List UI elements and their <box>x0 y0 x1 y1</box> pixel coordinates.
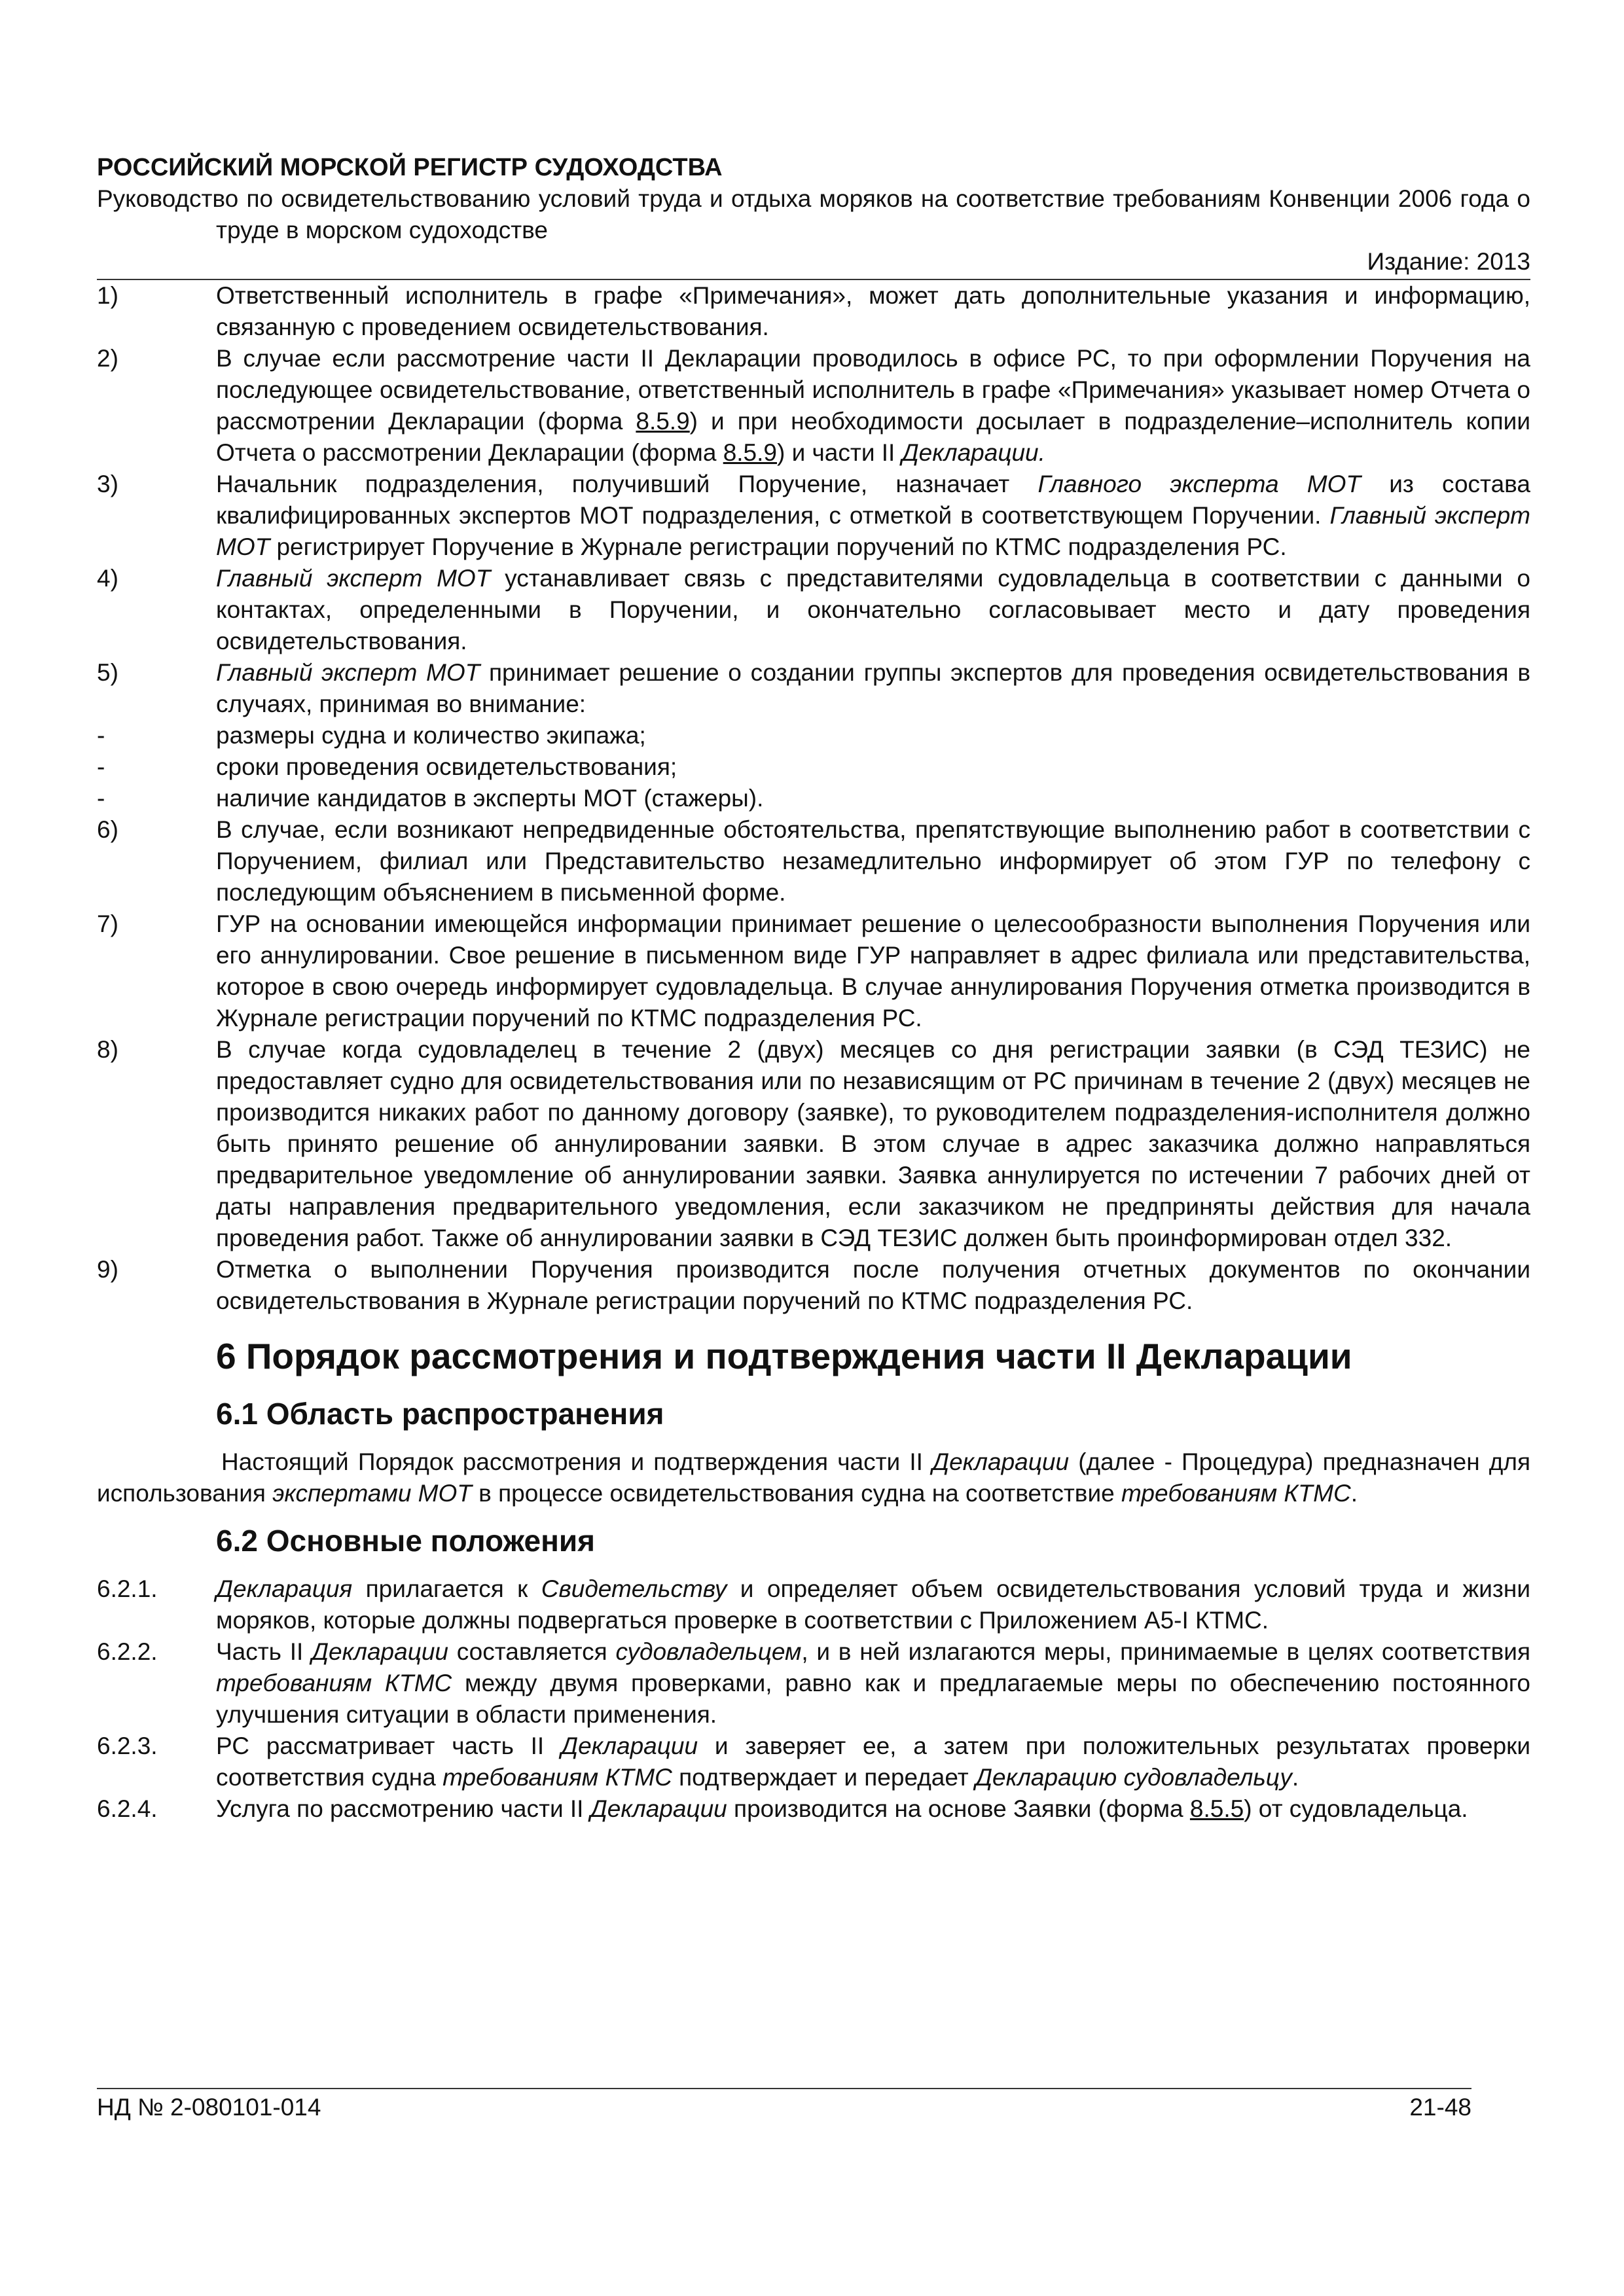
form-link[interactable]: 8.5.9 <box>636 408 690 435</box>
document-subtitle: Руководство по освидетельствованию условий труда и отдыха моряков на соответствие требованиям Конвенции 2006 года о труде в морском судоходстве <box>97 185 1530 243</box>
clause-item: 6.2.4. Услуга по рассмотрению части II Декларации производится на основе Заявки (форма 8.5.5) от судовладельца. <box>97 1795 1468 1822</box>
page-footer <box>97 2088 1471 2123</box>
list-item: 2) В случае если рассмотрение части II Декларации проводилось в офисе РС, то при оформлении Поручения на последующее освидетельствование, ответственный исполнитель в графе «Примечания» указывает номер Отчета о рассмотрении Декларации (форма 8.5.9) и при необходимости досылает в подразделение–исполнитель копии Отчета о рассмотрении Декларации (форма 8.5.9) и части II Декларации. <box>97 345 1530 466</box>
organization-title: РОССИЙСКИЙ МОРСКОЙ РЕГИСТР СУДОХОДСТВА <box>97 154 723 181</box>
clause-item: 6.2.1. Декларация прилагается к Свидетельству и определяет объем освидетельствования условий труда и жизни моряков, которые должны подвергаться проверке в соответствии с Приложением А5-I КТМС. <box>97 1575 1530 1634</box>
document-page <box>97 152 1530 1825</box>
paragraph: Настоящий Порядок рассмотрения и подтверждения части II Декларации (далее - Процедура) предназначен для использования экспертами МОТ в процессе освидетельствования судна на соответствие требованиям КТМС. <box>97 1448 1531 1507</box>
dash-item: - размеры судна и количество экипажа; <box>97 722 646 749</box>
list-item: 3) Начальник подразделения, получивший Поручение, назначает Главного эксперта МОТ из состава квалифицированных экспертов МОТ подразделения, с отметкой в соответствующем Поручении. Главный эксперт МОТ регистрирует Поручение в Журнале регистрации поручений по КТМС подразделения РС. <box>97 471 1531 560</box>
form-link[interactable]: 8.5.9 <box>723 439 777 466</box>
list-item: 5) Главный эксперт МОТ принимает решение о создании группы экспертов для проведения освидетельствования в случаях, принимая во внимание: <box>97 659 1530 717</box>
list-item: 1) Ответственный исполнитель в графе «Примечания», может дать дополнительные указания и информацию, связанную с проведением освидетельствования. <box>97 282 1530 340</box>
section-heading: 6 Порядок рассмотрения и подтверждения части II Декларации <box>216 1336 1352 1376</box>
subsection-heading: 6.2 Основные положения <box>216 1524 596 1558</box>
dash-item: - сроки проведения освидетельствования; <box>97 753 677 780</box>
document-number: НД № 2-080101-014 <box>97 2094 321 2121</box>
list-item: 9) Отметка о выполнении Поручения производится после получения отчетных документов по окончании освидетельствования в Журнале регистрации поручений по КТМС подразделения РС. <box>97 1256 1530 1314</box>
edition-label: Издание: 2013 <box>97 246 1530 280</box>
page-number: 21-48 <box>1409 2094 1471 2121</box>
clause-item: 6.2.3. РС рассматривает часть II Декларации и заверяет ее, а затем при положительных результатах проверки соответствия судна требованиям КТМС подтверждает и передает Декларацию судовладельцу. <box>97 1732 1530 1791</box>
subsection-heading: 6.1 Область распространения <box>216 1397 664 1431</box>
clause-item: 6.2.2. Часть II Декларации составляется судовладельцем, и в ней излагаются меры, принимаемые в целях соответствия требованиям КТМС между двумя проверками, равно как и предлагаемые меры по обеспечению постоянного улучшения ситуации в области применения. <box>97 1638 1530 1728</box>
list-item: 6) В случае, если возникают непредвиденные обстоятельства, препятствующие выполнению работ в соответствии с Поручением, филиал или Представительство незамедлительно информирует об этом ГУР по телефону с последующим объяснением в письменной форме. <box>97 816 1530 906</box>
list-item: 7) ГУР на основании имеющейся информации принимает решение о целесообразности выполнения Поручения или его аннулировании. Свое решение в письменном виде ГУР направляет в адрес филиала или представительства, которое в свою очередь информирует судовладельца. В случае аннулирования Поручения отметка производится в Журнале регистрации поручений по КТМС подразделения РС. <box>97 910 1530 1031</box>
list-item: 4) Главный эксперт МОТ устанавливает связь с представителями судовладельца в соответствии с данными о контактах, определенными в Поручении, и окончательно согласовывает место и дату проведения освидетельствования. <box>97 565 1530 655</box>
form-link[interactable]: 8.5.5 <box>1189 1795 1244 1822</box>
list-item: 8) В случае когда судовладелец в течение 2 (двух) месяцев со дня регистрации заявки (в СЭД ТЕЗИС) не предоставляет судно для освидетельствования или по независящим от РС причинам в течение 2 (двух) месяцев не производится никаких работ по данному договору (заявке), то руководителем подразделения-исполнителя должно быть принято решение об аннулировании заявки. В этом случае в адрес заказчика должно направляться предварительное уведомление об аннулировании заявки. Заявка аннулируется по истечении 7 рабочих дней от даты направления предварительного уведомления, если заказчиком не предприняты действия для начала проведения работ. Также об аннулировании заявки в СЭД ТЕЗИС должен быть проинформирован отдел 332. <box>97 1036 1530 1251</box>
dash-item: - наличие кандидатов в эксперты МОТ (стажеры). <box>97 785 764 812</box>
